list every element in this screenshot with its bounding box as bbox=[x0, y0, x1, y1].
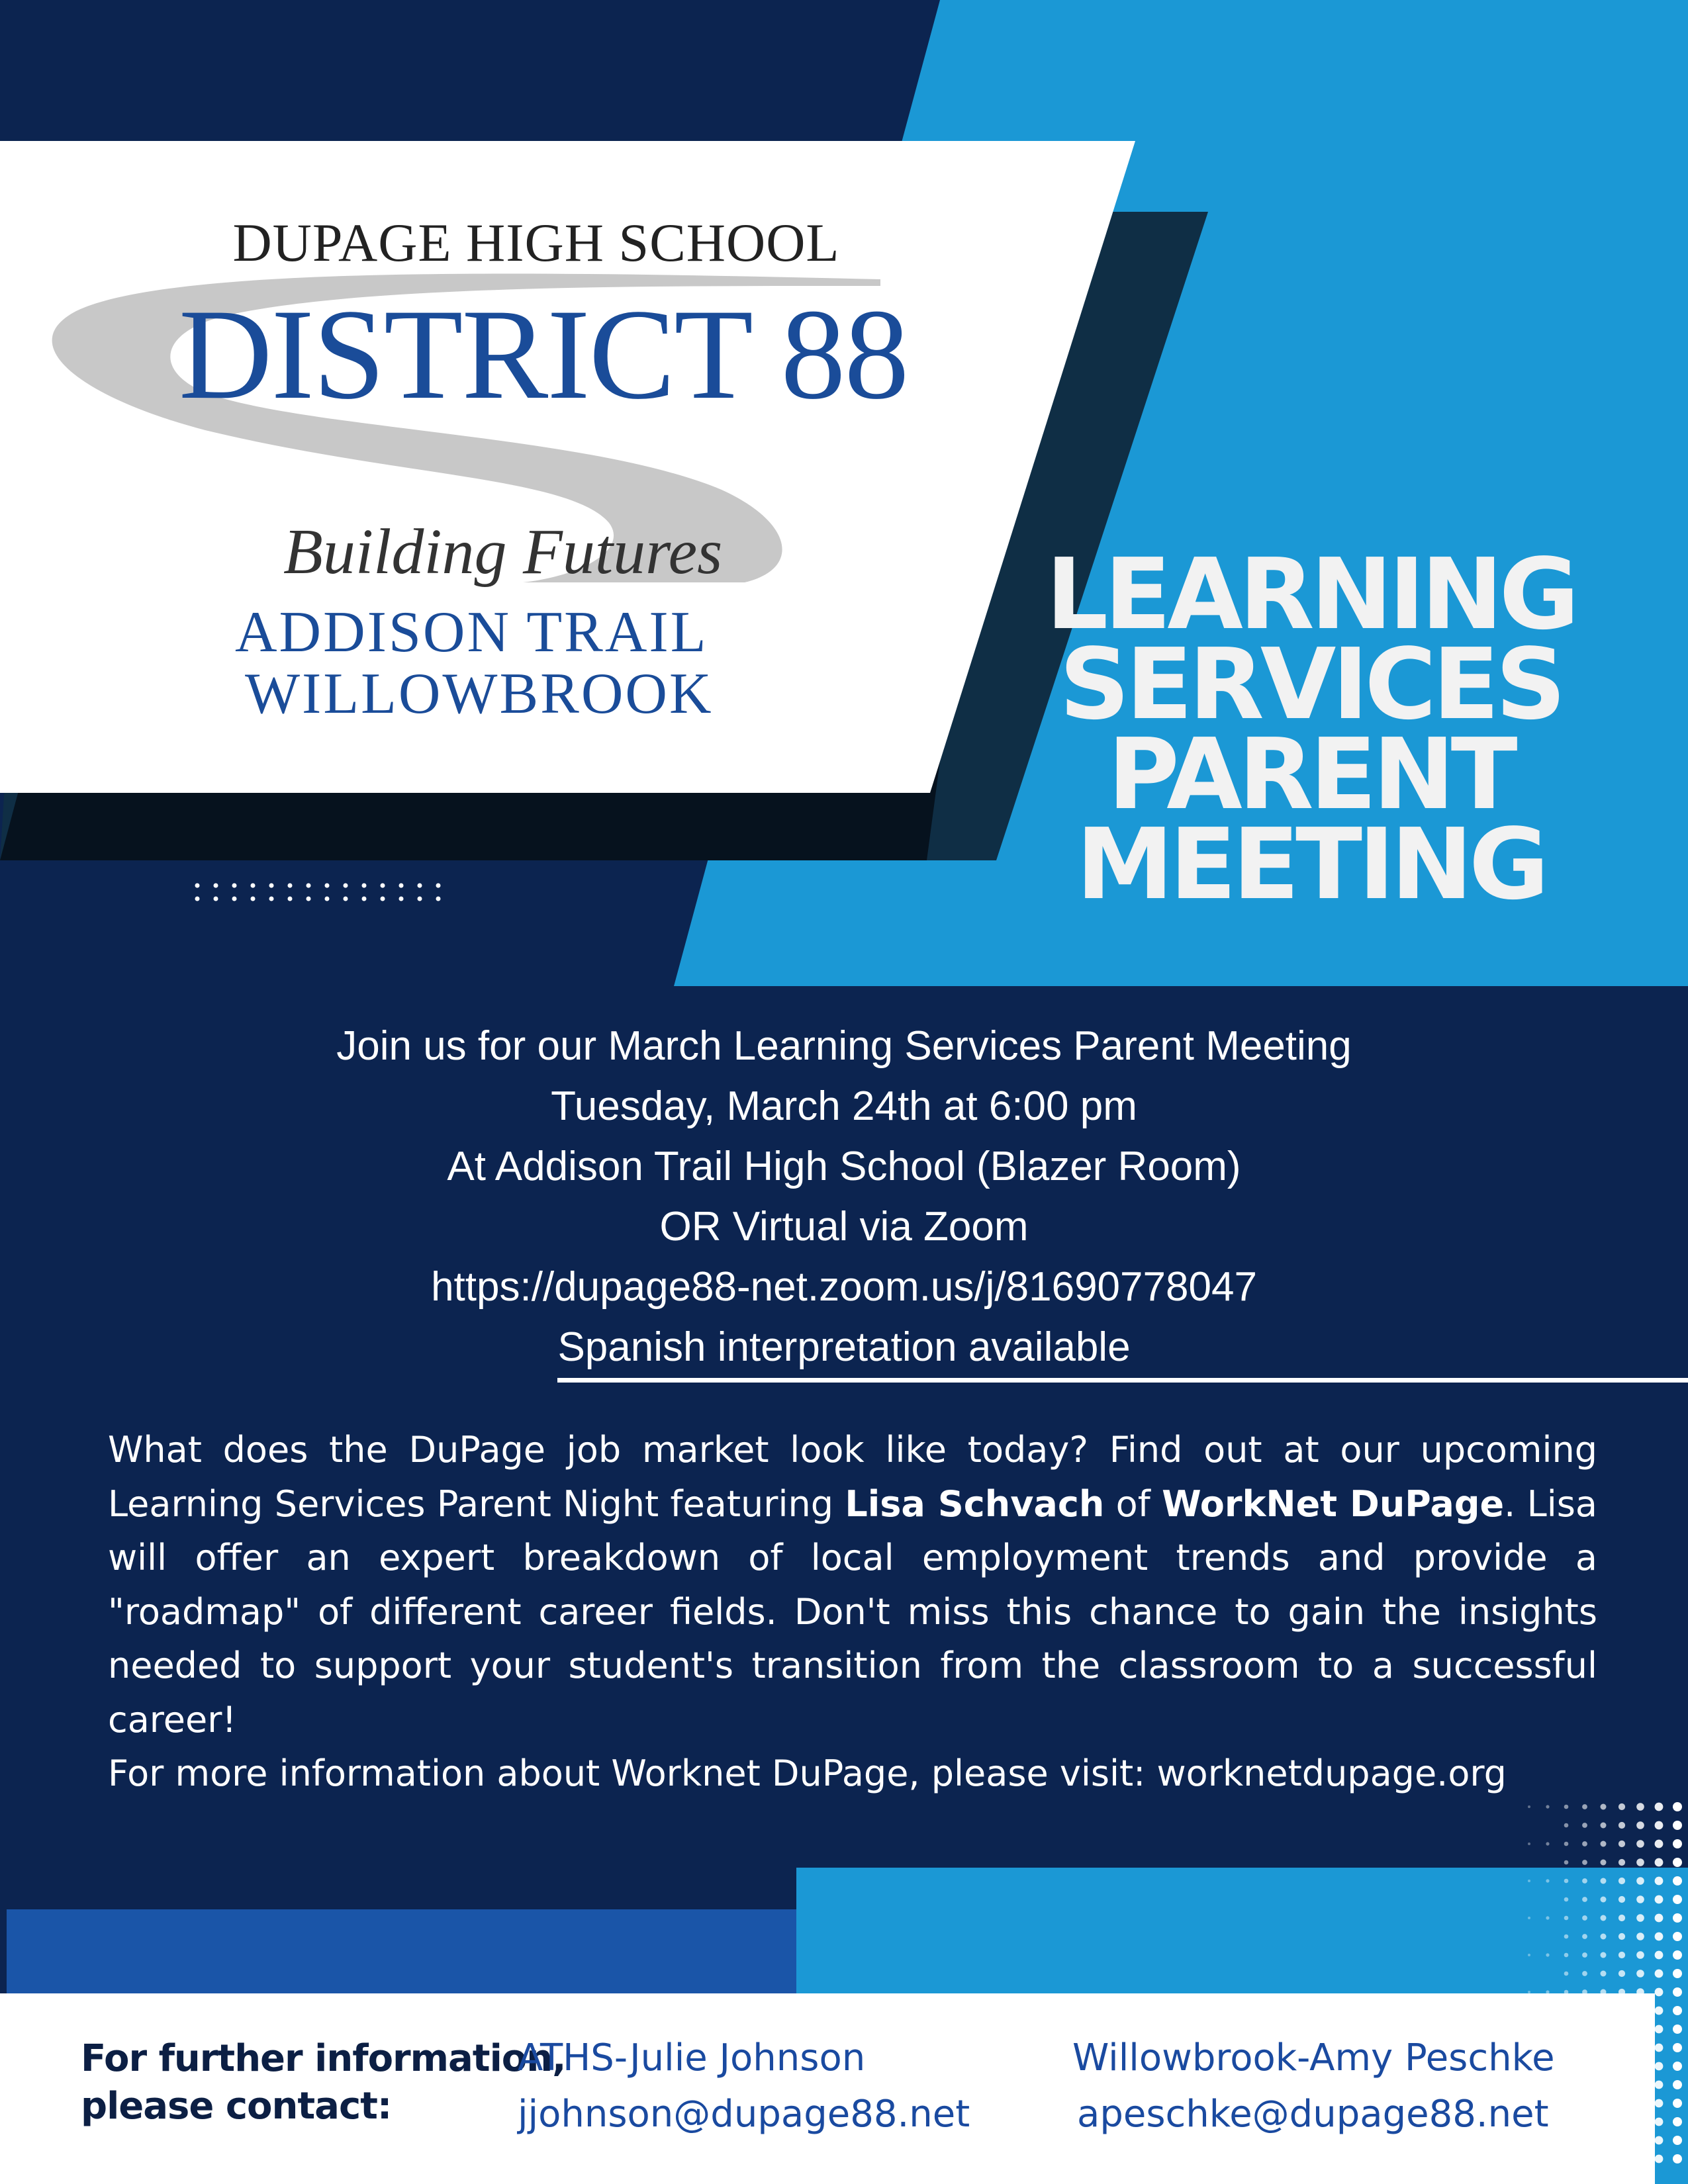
decorative-dot bbox=[232, 897, 237, 901]
decorative-dot bbox=[1673, 1969, 1682, 1978]
description-paragraph bbox=[108, 1423, 1597, 1747]
decorative-dot bbox=[1636, 1840, 1644, 1848]
decorative-dot bbox=[1655, 1970, 1664, 1978]
decorative-dot bbox=[381, 897, 385, 901]
decorative-dot bbox=[1564, 1879, 1569, 1884]
decorative-dot bbox=[1582, 1860, 1587, 1865]
decorative-dots-row bbox=[192, 880, 470, 907]
zoom-link[interactable]: https://dupage88-net.zoom.us/j/81690778047 bbox=[431, 1264, 1257, 1310]
decorative-dot bbox=[1636, 1858, 1644, 1866]
contact-1-name: ATHS-Julie Johnson bbox=[518, 2036, 866, 2079]
event-intro: Join us for our March Learning Services Parent Meeting bbox=[336, 1023, 1352, 1069]
decorative-dot bbox=[306, 884, 311, 888]
decorative-dot bbox=[1618, 1952, 1625, 1958]
decorative-dot bbox=[1582, 1915, 1587, 1921]
decorative-dot bbox=[1528, 1954, 1530, 1956]
decorative-dot bbox=[1582, 1897, 1587, 1902]
decorative-dot bbox=[1655, 2081, 1664, 2089]
page-title bbox=[1019, 537, 1602, 921]
decorative-dot bbox=[1655, 1988, 1664, 1997]
decorative-dot bbox=[1655, 1877, 1664, 1886]
title-line-2: SERVICES bbox=[1059, 627, 1562, 741]
divider-line bbox=[557, 1378, 1688, 1383]
logo-school-willowbrook: WILLOWBROOK bbox=[245, 662, 714, 726]
decorative-dot bbox=[1528, 1880, 1530, 1882]
decorative-dot bbox=[1673, 1895, 1682, 1904]
decorative-dot bbox=[1655, 1821, 1664, 1830]
decorative-dot bbox=[1636, 1951, 1644, 1959]
decorative-dot bbox=[418, 897, 422, 901]
decorative-dot bbox=[1564, 1953, 1569, 1958]
decorative-dot bbox=[1582, 1804, 1587, 1809]
decorative-dot bbox=[269, 897, 274, 901]
decorative-dot bbox=[1673, 1821, 1682, 1830]
decorative-dot bbox=[1673, 2136, 1682, 2145]
decorative-dot bbox=[325, 884, 330, 888]
more-info-line[interactable]: For more information about Worknet DuPage, please visit: worknetdupage.org bbox=[108, 1752, 1507, 1794]
contact-2-name: Willowbrook-Amy Peschke bbox=[1072, 2036, 1555, 2079]
decorative-dot bbox=[1655, 2118, 1664, 2126]
decorative-dot bbox=[1636, 1821, 1644, 1829]
decorative-dot bbox=[1655, 1803, 1664, 1811]
decorative-dot bbox=[1673, 1932, 1682, 1941]
logo-district-heading: DUPAGE HIGH SCHOOL bbox=[232, 212, 840, 273]
decorative-dot bbox=[1601, 1804, 1607, 1810]
decorative-dot bbox=[1655, 2136, 1664, 2145]
logo-district-number: DISTRICT 88 bbox=[179, 283, 908, 426]
decorative-dot bbox=[1636, 1803, 1644, 1811]
event-date-time: Tuesday, March 24th at 6:00 pm bbox=[551, 1083, 1137, 1129]
decorative-dot bbox=[1673, 2099, 1682, 2108]
decorative-dot bbox=[1601, 1934, 1607, 1940]
event-interpretation-note: Spanish interpretation available bbox=[557, 1324, 1131, 1370]
decorative-dot bbox=[1564, 1934, 1569, 1939]
decorative-dot bbox=[1601, 1860, 1607, 1866]
decorative-dot bbox=[1582, 1878, 1587, 1884]
decorative-dot bbox=[381, 884, 385, 888]
decorative-dot bbox=[1673, 1802, 1682, 1811]
decorative-dot bbox=[1618, 1933, 1625, 1940]
decorative-dot bbox=[1655, 2025, 1664, 2034]
title-line-4: MEETING bbox=[1076, 807, 1546, 921]
decorative-dot bbox=[1673, 2117, 1682, 2126]
decorative-dot bbox=[418, 884, 422, 888]
event-virtual-option: OR Virtual via Zoom bbox=[659, 1204, 1029, 1250]
decorative-dot bbox=[362, 897, 367, 901]
decorative-dot bbox=[1655, 1840, 1664, 1848]
decorative-dot bbox=[1564, 1805, 1569, 1809]
decorative-dot bbox=[214, 884, 218, 888]
decorative-dot bbox=[1582, 1823, 1587, 1828]
decorative-dot bbox=[1546, 1879, 1549, 1882]
decorative-dot bbox=[1673, 1987, 1682, 1997]
decorative-dot bbox=[399, 897, 404, 901]
decorative-dot bbox=[1655, 2007, 1664, 2015]
decorative-dot bbox=[1673, 1950, 1682, 1960]
decorative-dot bbox=[1528, 1917, 1530, 1919]
decorative-dot bbox=[1655, 1914, 1664, 1923]
event-details bbox=[0, 1016, 1688, 1377]
decorative-dot bbox=[1618, 1970, 1625, 1977]
decorative-dot bbox=[344, 884, 348, 888]
logo-school-addison: ADDISON TRAIL bbox=[235, 600, 708, 664]
decorative-dot bbox=[1618, 1841, 1625, 1847]
decorative-dot bbox=[1564, 1972, 1569, 1976]
decorative-dot bbox=[1601, 1915, 1607, 1921]
decorative-dot bbox=[1655, 1858, 1664, 1867]
decorative-dot bbox=[1618, 1915, 1625, 1921]
decorative-dot bbox=[1601, 1897, 1607, 1903]
decorative-dot bbox=[1618, 1859, 1625, 1866]
decorative-dot bbox=[1618, 1878, 1625, 1884]
decorative-dot bbox=[1636, 1933, 1644, 1940]
decorative-dot bbox=[1601, 1952, 1607, 1958]
decorative-dot bbox=[1636, 1895, 1644, 1903]
decorative-dot bbox=[1618, 1896, 1625, 1903]
decorative-dot bbox=[1528, 1843, 1530, 1845]
decorative-dot bbox=[1673, 2025, 1682, 2034]
decorative-dot bbox=[1601, 1841, 1607, 1847]
decorative-dot bbox=[1655, 2044, 1664, 2052]
decorative-dot bbox=[306, 897, 311, 901]
decorative-dot bbox=[362, 884, 367, 888]
decorative-dot bbox=[1673, 1876, 1682, 1886]
decorative-dot bbox=[214, 897, 218, 901]
decorative-dot bbox=[325, 897, 330, 901]
description-part-1: What does the DuPage job market look like today? Find out at our upcoming Learning Services Parent Night featuring bbox=[108, 1429, 1597, 1525]
contact-2-email[interactable]: apeschke@dupage88.net bbox=[1077, 2093, 1549, 2136]
decorative-dot bbox=[251, 897, 256, 901]
decorative-dot bbox=[1582, 1952, 1587, 1958]
decorative-dot bbox=[1655, 2099, 1664, 2108]
decorative-dot bbox=[232, 884, 237, 888]
decorative-dot bbox=[1655, 2155, 1664, 2163]
decorative-dot bbox=[1655, 2062, 1664, 2071]
contact-1-email[interactable]: jjohnson@dupage88.net bbox=[518, 2093, 970, 2136]
description-part-2: of bbox=[1104, 1482, 1162, 1525]
decorative-dot bbox=[1546, 1805, 1549, 1808]
decorative-dot bbox=[1618, 1803, 1625, 1810]
decorative-dot bbox=[399, 884, 404, 888]
decorative-dot bbox=[288, 897, 293, 901]
decorative-dot bbox=[251, 884, 256, 888]
decorative-dot bbox=[1564, 1860, 1569, 1865]
title-line-1: LEARNING bbox=[1045, 537, 1576, 651]
decorative-dot bbox=[1673, 1913, 1682, 1923]
description-part-3: . Lisa will offer an expert breakdown of local employment trends and provide a "roadmap" of different career fields. Don't miss this chance to gain the insights needed to support your student's transition from the classroom to a successful career! bbox=[108, 1482, 1597, 1741]
decorative-dot bbox=[1564, 1842, 1569, 1846]
decorative-dot bbox=[1655, 1951, 1664, 1960]
decorative-dot bbox=[1564, 1897, 1569, 1902]
event-location: At Addison Trail High School (Blazer Room) bbox=[447, 1144, 1241, 1189]
decorative-dot bbox=[1636, 1970, 1644, 1978]
logo-tagline: Building Futures bbox=[283, 516, 723, 588]
decorative-dot bbox=[1655, 1895, 1664, 1904]
decorative-dot bbox=[1582, 1971, 1587, 1976]
decorative-dot bbox=[1673, 2043, 1682, 2052]
decorative-dot bbox=[1673, 2062, 1682, 2071]
decorative-dot bbox=[288, 884, 293, 888]
title-line-3: PARENT bbox=[1107, 717, 1514, 831]
decorative-dot bbox=[1618, 1822, 1625, 1829]
decorative-dot bbox=[344, 897, 348, 901]
decorative-dot bbox=[1564, 1916, 1569, 1921]
decorative-dot bbox=[1673, 2006, 1682, 2015]
contact-heading-line-2: please contact: bbox=[81, 2085, 392, 2128]
contact-heading bbox=[81, 2035, 565, 2130]
decorative-dot bbox=[1546, 1953, 1549, 1956]
decorative-dot bbox=[1673, 2080, 1682, 2089]
decorative-dot bbox=[1601, 1878, 1607, 1884]
decorative-dot bbox=[269, 884, 274, 888]
organization-name: WorkNet DuPage bbox=[1162, 1482, 1505, 1525]
speaker-name: Lisa Schvach bbox=[845, 1482, 1105, 1525]
decorative-dot bbox=[1673, 1858, 1682, 1867]
contact-heading-line-1: For further information, bbox=[81, 2037, 566, 2080]
decorative-dot bbox=[1636, 1877, 1644, 1885]
decorative-dot bbox=[1636, 1914, 1644, 1922]
decorative-dot bbox=[1601, 1823, 1607, 1829]
decorative-dot bbox=[1564, 1823, 1569, 1828]
decorative-dot bbox=[436, 884, 441, 888]
decorative-dot bbox=[1546, 1842, 1549, 1845]
description-block bbox=[108, 1423, 1597, 1801]
decorative-dot bbox=[195, 897, 200, 901]
decorative-dot bbox=[1601, 1971, 1607, 1977]
decorative-dot bbox=[1582, 1841, 1587, 1846]
decorative-dot bbox=[1673, 1839, 1682, 1848]
royal-blue-bar bbox=[7, 1909, 827, 1993]
decorative-dot bbox=[1655, 1933, 1664, 1941]
decorative-dot bbox=[1546, 1916, 1549, 1919]
decorative-dot bbox=[1582, 1934, 1587, 1939]
decorative-dot bbox=[1673, 2154, 1682, 2163]
decorative-dot bbox=[195, 884, 200, 888]
decorative-dot bbox=[1528, 1805, 1530, 1808]
decorative-dot bbox=[436, 897, 441, 901]
